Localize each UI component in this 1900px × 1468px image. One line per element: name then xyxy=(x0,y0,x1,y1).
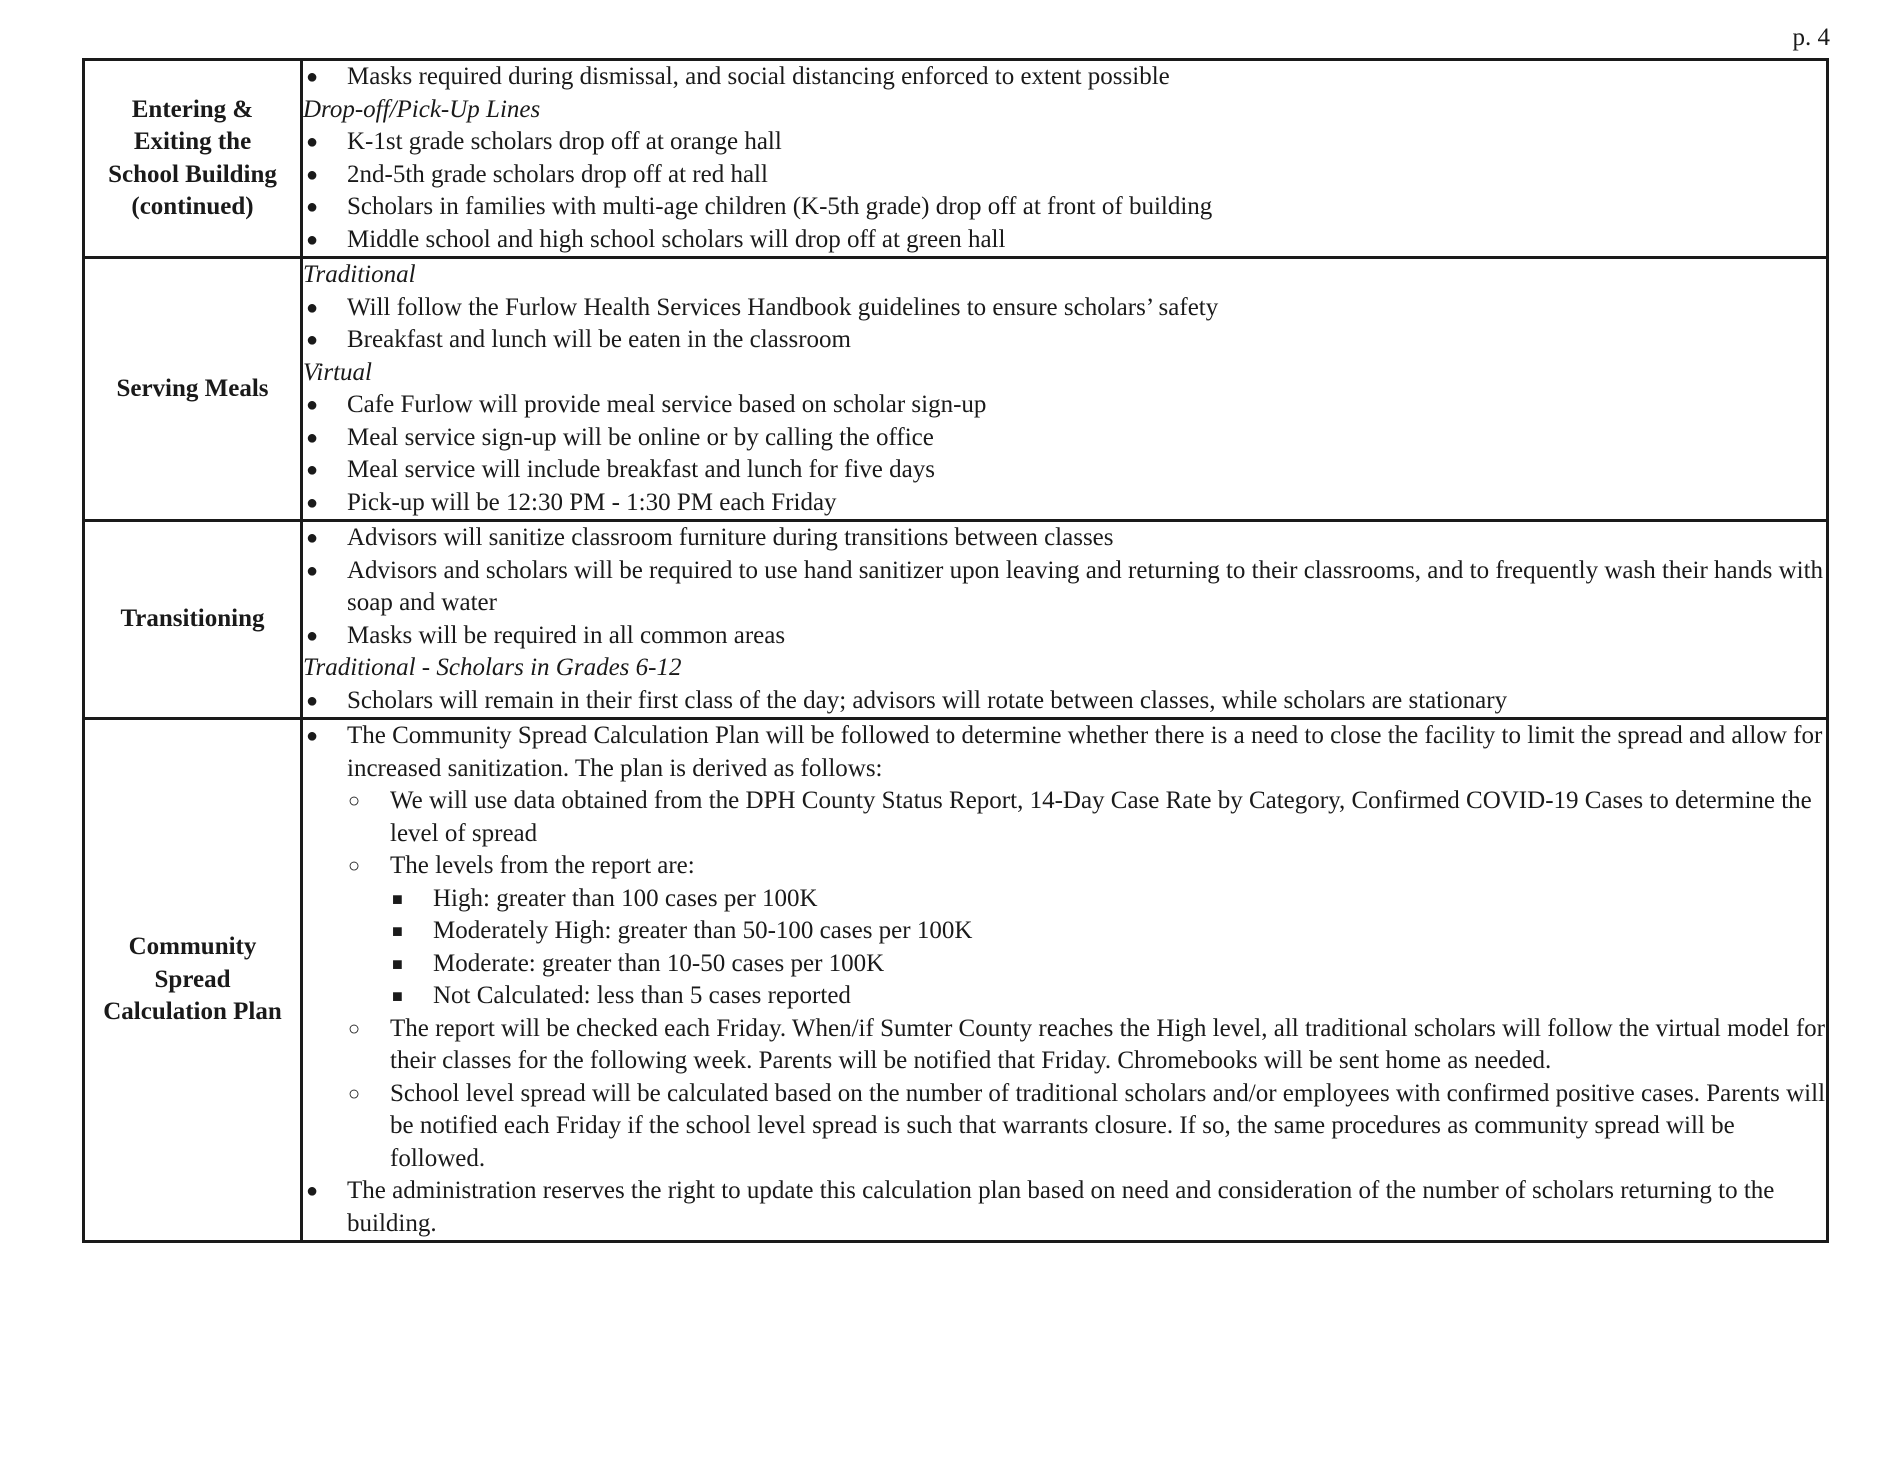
list-item xyxy=(303,191,1826,224)
list-item xyxy=(303,487,1826,520)
page-number: p. 4 xyxy=(1792,24,1830,51)
bullet-icon: ● xyxy=(306,689,319,712)
bullet-icon: ● xyxy=(306,725,319,747)
bullet-icon: ● xyxy=(306,163,319,186)
row-label: Entering & Exiting the School Building (continued) xyxy=(108,95,277,220)
list-item xyxy=(303,620,1826,653)
row-content-cell xyxy=(302,521,1828,719)
line-text: Scholars will remain in their first class of the day; advisors will rotate between classes, while scholars are stationary xyxy=(347,686,1508,714)
bullet-icon: ● xyxy=(306,426,319,449)
plan-row xyxy=(84,258,1828,521)
line-text: Traditional - Scholars in Grades 6-12 xyxy=(303,654,682,681)
bullet-icon: ● xyxy=(306,296,319,319)
line-text: Breakfast and lunch will be eaten in the classroom xyxy=(347,326,852,353)
row-label: Transitioning xyxy=(120,605,265,633)
square-bullet-icon: ■ xyxy=(392,986,403,1006)
line-text: Pick-up will be 12:30 PM - 1:30 PM each Friday xyxy=(347,488,837,516)
circle-bullet-icon: ○ xyxy=(348,1082,361,1105)
circle-bullet-icon: ○ xyxy=(348,790,361,812)
circle-bullet-icon: ○ xyxy=(348,1017,361,1040)
square-bullet-icon: ■ xyxy=(392,953,403,974)
line-text: High: greater than 100 cases per 100K xyxy=(433,884,818,912)
section-subheading xyxy=(303,652,1826,685)
plan-row xyxy=(84,60,1828,258)
bullet-icon: ● xyxy=(306,1180,319,1202)
list-item xyxy=(303,883,1826,916)
square-bullet-icon: ■ xyxy=(392,921,403,941)
line-text: We will use data obtained from the DPH County Status Report, 14-Day Case Rate by Category, Confirmed COVID-19 Cases to determine the level of spread xyxy=(390,787,1812,847)
line-text: Meal service sign-up will be online or by calling the office xyxy=(347,423,934,451)
row-content-cell xyxy=(302,258,1828,521)
line-text: 2nd-5th grade scholars drop off at red hall xyxy=(347,160,768,188)
plan-table-body xyxy=(84,60,1828,1242)
list-item xyxy=(303,685,1826,718)
list-item xyxy=(303,389,1826,422)
list-item xyxy=(303,324,1826,357)
row-label-cell xyxy=(84,60,302,258)
row-content-cell xyxy=(302,60,1828,258)
list-item xyxy=(303,522,1826,555)
line-text: Will follow the Furlow Health Services Handbook guidelines to ensure scholars’ safety xyxy=(347,293,1219,321)
list-item xyxy=(303,785,1826,850)
plan-row xyxy=(84,719,1828,1242)
list-item xyxy=(303,61,1826,94)
bullet-icon: ● xyxy=(306,459,319,481)
row-label-cell xyxy=(84,719,302,1242)
bullet-icon: ● xyxy=(306,329,319,351)
square-bullet-icon: ■ xyxy=(392,888,403,909)
bullet-icon: ● xyxy=(306,131,319,153)
line-text: Masks will be required in all common areas xyxy=(347,621,786,649)
list-item xyxy=(303,948,1826,981)
row-label: Community Spread Calculation Plan xyxy=(103,933,282,1026)
list-item xyxy=(303,720,1826,785)
bullet-icon: ● xyxy=(306,624,319,647)
list-item xyxy=(303,850,1826,883)
list-item xyxy=(303,1013,1826,1078)
list-item xyxy=(303,1078,1826,1176)
row-content-cell xyxy=(302,719,1828,1242)
line-text: Not Calculated: less than 5 cases reported xyxy=(433,982,851,1009)
line-text: The levels from the report are: xyxy=(390,852,695,879)
bullet-icon: ● xyxy=(306,66,319,88)
line-text: Drop-off/Pick-Up Lines xyxy=(303,95,541,123)
plan-row xyxy=(84,521,1828,719)
list-item xyxy=(303,292,1826,325)
list-item xyxy=(303,454,1826,487)
line-text: Scholars in families with multi-age children (K-5th grade) drop off at front of building xyxy=(347,193,1213,220)
line-text: Moderate: greater than 10-50 cases per 100K xyxy=(433,949,885,977)
line-text: Virtual xyxy=(303,358,372,386)
bullet-icon: ● xyxy=(306,559,319,582)
row-label-cell xyxy=(84,521,302,719)
bullet-icon: ● xyxy=(306,394,319,416)
circle-bullet-icon: ○ xyxy=(348,855,361,877)
line-text: Advisors will sanitize classroom furniture during transitions between classes xyxy=(347,524,1114,551)
bullet-icon: ● xyxy=(306,527,319,549)
row-label: Serving Meals xyxy=(116,374,269,402)
list-item xyxy=(303,422,1826,455)
line-text: The report will be checked each Friday. When/if Sumter County reaches the High level, all traditional scholars will follow the virtual model for their classes for the following week. Parents will be notified that Friday. Chromebooks will be sent home as needed. xyxy=(390,1014,1825,1074)
list-item xyxy=(303,1175,1826,1240)
line-text: Meal service will include breakfast and lunch for five days xyxy=(347,456,935,483)
section-subheading xyxy=(303,357,1826,390)
line-text: Cafe Furlow will provide meal service based on scholar sign-up xyxy=(347,391,987,418)
line-text: Middle school and high school scholars will drop off at green hall xyxy=(347,225,1006,253)
section-subheading xyxy=(303,259,1826,292)
list-item xyxy=(303,224,1826,257)
line-text: The Community Spread Calculation Plan will be followed to determine whether there is a need to close the facility to limit the spread and allow for increased sanitization. The plan is derived as follows: xyxy=(347,722,1823,782)
line-text: School level spread will be calculated based on the number of traditional scholars and/or employees with confirmed positive cases. Parents will be notified each Friday if the school level spread is such that warrants closure. If so, the same procedures as community spread will be followed. xyxy=(390,1079,1826,1172)
row-label-cell xyxy=(84,258,302,521)
bullet-icon: ● xyxy=(306,196,319,218)
reopening-plan-table xyxy=(82,58,1829,1243)
list-item xyxy=(303,159,1826,192)
line-text: The administration reserves the right to update this calculation plan based on need and consideration of the number of scholars returning to the building. xyxy=(347,1177,1775,1237)
list-item xyxy=(303,555,1826,620)
line-text: Traditional xyxy=(303,261,416,288)
line-text: K-1st grade scholars drop off at orange hall xyxy=(347,128,782,155)
bullet-icon: ● xyxy=(306,228,319,251)
line-text: Moderately High: greater than 50-100 cases per 100K xyxy=(433,917,973,944)
line-text: Advisors and scholars will be required to use hand sanitizer upon leaving and returning to their classrooms, and to frequently wash their hands with soap and water xyxy=(347,556,1824,616)
bullet-icon: ● xyxy=(306,491,319,514)
list-item xyxy=(303,126,1826,159)
list-item xyxy=(303,915,1826,948)
list-item xyxy=(303,980,1826,1013)
section-subheading xyxy=(303,94,1826,127)
line-text: Masks required during dismissal, and social distancing enforced to extent possible xyxy=(347,63,1170,90)
